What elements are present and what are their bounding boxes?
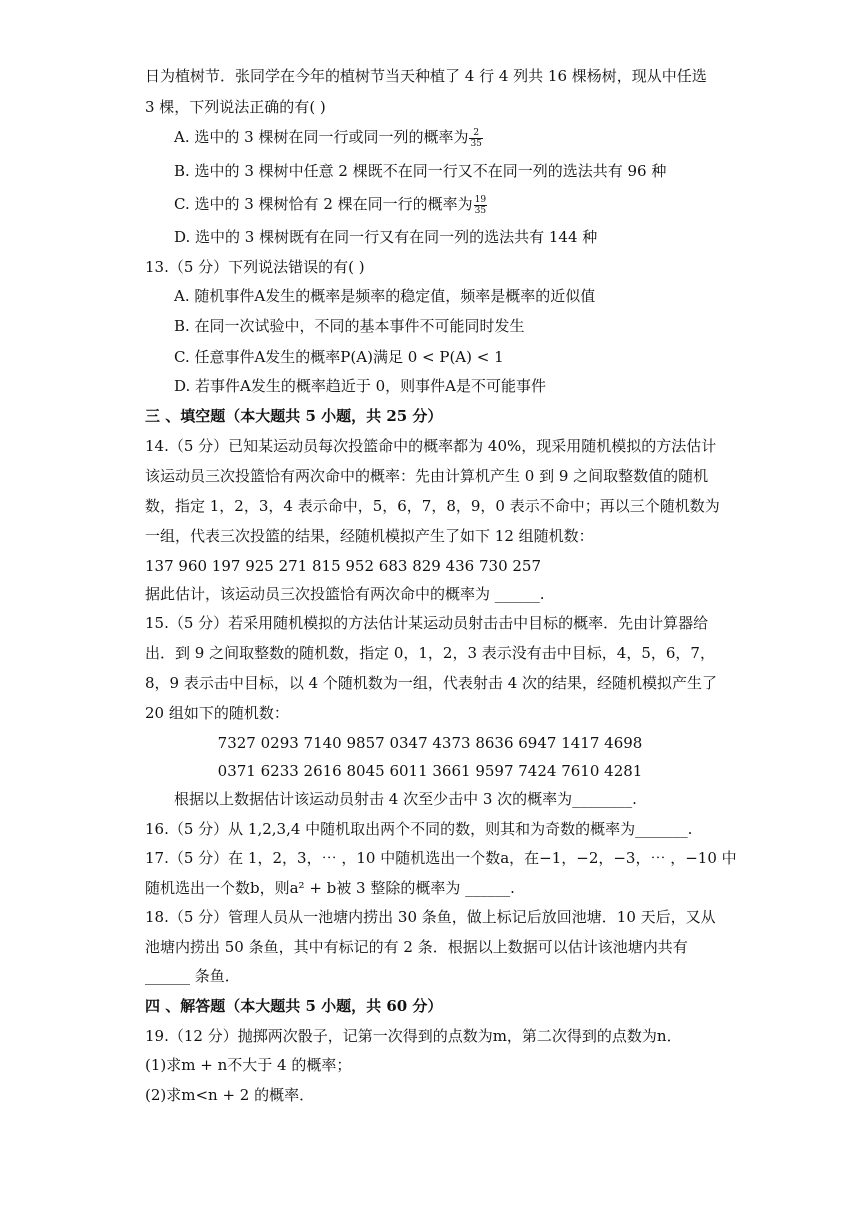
q12-option-b: B. 选中的 3 棵树中任意 2 棵既不在同一行又不在同一列的选法共有 96 种: [174, 162, 667, 180]
section-3-heading: 三 、填空题（本大题共 5 小题，共 25 分）: [145, 407, 443, 425]
q13-stem: 13.（5 分）下列说法错误的有( ): [145, 258, 365, 276]
fraction-denominator: 35: [474, 205, 487, 216]
q14-random-numbers: 137 960 197 925 271 815 952 683 829 436 730 257: [145, 557, 542, 575]
q12-option-a-text: A. 选中的 3 棵树在同一行或同一列的概率为: [174, 128, 469, 146]
q15-random-row-1: 7327 0293 7140 9857 0347 4373 8636 6947 1417 4698: [217, 734, 643, 752]
q13-option-c: C. 任意事件A发生的概率P(A)满足 0 < P(A) < 1: [174, 348, 504, 366]
q12-stem-line2: 3 棵，下列说法正确的有( ): [145, 98, 326, 116]
q14-line4: 一组，代表三次投篮的结果，经随机模拟产生了如下 12 组随机数：: [145, 527, 594, 545]
q14-line2: 该运动员三次投篮恰有两次命中的概率：先由计算机产生 0 到 9 之间取整数值的随机: [145, 467, 709, 485]
q12-option-c: [174, 194, 488, 216]
q12-option-c-fraction: [474, 195, 487, 216]
q18-line2: 池塘内捞出 50 条鱼，其中有标记的有 2 条．根据以上数据可以估计该池塘内共有: [145, 938, 688, 956]
q19-part-2: (2)求m<n + 2 的概率．: [145, 1086, 315, 1104]
q12-stem-line1: 日为植树节．张同学在今年的植树节当天种植了 4 行 4 列共 16 棵杨树，现从中任选: [145, 67, 707, 85]
q18-line3: ______ 条鱼．: [145, 967, 240, 985]
section-4-heading: 四 、解答题（本大题共 5 小题，共 60 分）: [145, 997, 443, 1015]
q14-line3: 数，指定 1，2，3，4 表示命中，5，6，7，8，9，0 表示不命中；再以三个随机数为: [145, 497, 720, 515]
q16-line: 16.（5 分）从 1,2,3,4 中随机取出两个不同的数，则其和为奇数的概率为_______.: [145, 820, 693, 838]
q13-option-d: D. 若事件A发生的概率趋近于 0，则事件A是不可能事件: [174, 377, 547, 395]
q12-option-a-fraction: [469, 128, 482, 149]
q19-part-1: (1)求m + n不大于 4 的概率；: [145, 1056, 352, 1074]
q12-option-d: D. 选中的 3 棵树既有在同一行又有在同一列的选法共有 144 种: [174, 228, 598, 246]
fraction-numerator: 19: [474, 194, 487, 205]
fraction-denominator: 35: [470, 138, 482, 149]
q15-line3: 8，9 表示击中目标，以 4 个随机数为一组，代表射击 4 次的结果，经随机模拟产生了: [145, 674, 718, 692]
q14-line1: 14.（5 分）已知某运动员每次投篮命中的概率都为 40%，现采用随机模拟的方法估计: [145, 437, 717, 455]
q12-option-c-text: C. 选中的 3 棵树恰有 2 棵在同一行的概率为: [174, 195, 473, 213]
q14-line6: 据此估计，该运动员三次投篮恰有两次命中的概率为 ______.: [145, 585, 545, 603]
q15-random-row-2: 0371 6233 2616 8045 6011 3661 9597 7424 7610 4281: [217, 762, 643, 780]
q13-option-a: A. 随机事件A发生的概率是频率的稳定值，频率是概率的近似值: [174, 287, 596, 305]
q17-line2: 随机选出一个数b，则a² + b被 3 整除的概率为 ______.: [145, 879, 515, 897]
q15-line1: 15.（5 分）若采用随机模拟的方法估计某运动员射击击中目标的概率．先由计算器给: [145, 614, 709, 632]
q15-line2: 出．到 9 之间取整数的随机数，指定 0，1，2，3 表示没有击中目标，4，5，6，7，: [145, 644, 715, 662]
q19-stem: 19.（12 分）抛掷两次骰子，记第一次得到的点数为m，第二次得到的点数为n．: [145, 1027, 682, 1045]
q18-line1: 18.（5 分）管理人员从一池塘内捞出 30 条鱼，做上标记后放回池塘．10 天后，又从: [145, 908, 716, 926]
q15-line5: 根据以上数据估计该运动员射击 4 次至少击中 3 次的概率为________.: [174, 790, 637, 808]
q13-option-b: B. 在同一次试验中，不同的基本事件不可能同时发生: [174, 317, 525, 335]
fraction-numerator: 2: [469, 128, 482, 139]
q17-line1: 17.（5 分）在 1，2，3，⋯ ，10 中随机选出一个数a，在−1，−2，−3，⋯ ，−10 中: [145, 849, 737, 867]
q15-line4: 20 组如下的随机数：: [145, 704, 289, 722]
q12-option-a: [174, 127, 484, 149]
